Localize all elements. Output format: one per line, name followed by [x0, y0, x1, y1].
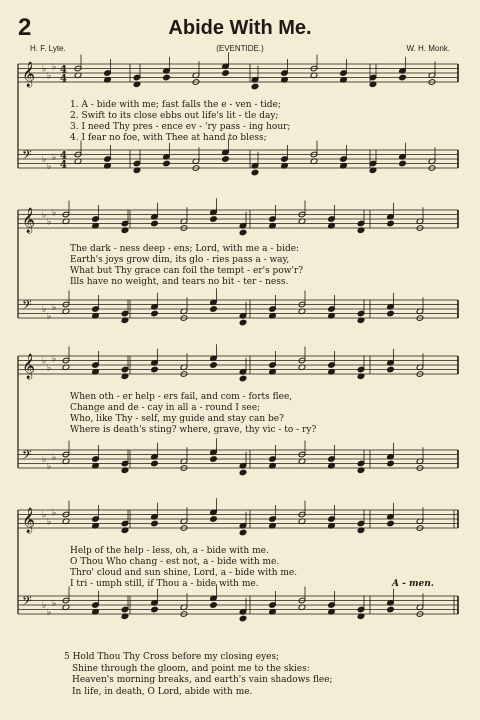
bass-clef: 𝄢 [22, 447, 32, 466]
lyric-line: Ills have no weight, and tears no bit - ter - ness. [70, 277, 289, 287]
treble-clef: 𝄞 [22, 508, 36, 534]
flat-sign: ♭ [42, 210, 47, 221]
hymn-number: 2 [18, 14, 32, 41]
flat-sign: ♭ [42, 64, 47, 75]
flat-sign: ♭ [47, 217, 52, 228]
lyric-line: When oth - er help - ers fail, and com - forts flee, [70, 392, 293, 402]
lyric-line: Earth's joys grow dim, its glo - ries pass a - way, [70, 255, 290, 265]
flat-sign: ♭ [42, 155, 47, 165]
lyric-line: Help of the help - less, oh, a - bide with me. [70, 546, 269, 556]
bass-clef: 𝄢 [22, 147, 32, 166]
flat-sign: ♭ [52, 508, 57, 519]
note-head [239, 529, 247, 536]
flat-sign: ♭ [52, 452, 57, 463]
flat-sign: ♭ [52, 302, 57, 313]
verse-5-line: In life, in death, O Lord, abide with me. [72, 686, 253, 697]
flat-sign: ♭ [52, 208, 57, 219]
flat-sign: ♭ [47, 461, 52, 472]
time-signature-digit: 4 [60, 64, 67, 76]
lyric-line: 1. A - bide with me; fast falls the e - ven - tide; [70, 100, 281, 110]
note-head [387, 606, 395, 613]
amen-label: A - men. [392, 579, 434, 589]
time-signature-digit: 4 [60, 159, 67, 171]
verse-5-line: Shine through the gloom, and point me to the skies: [72, 663, 310, 674]
lyric-line: Thro' cloud and sun shine, Lord, a - bide with me. [70, 568, 298, 578]
verse-5 [64, 652, 464, 698]
lyric-line: 4. I fear no foe, with Thee at hand to bless; [70, 133, 267, 143]
bass-clef: 𝄢 [22, 593, 32, 612]
note-head [210, 516, 218, 523]
lyric-line: 2. Swift to its close ebbs out life's lit - tle day; [70, 111, 279, 121]
hymn-title: Abide With Me. [168, 17, 312, 39]
lyric-line: O Thou Who chang - est not, a - bide with me. [70, 557, 280, 567]
lyricist-credit: H. F. Lyte. [30, 44, 66, 53]
flat-sign: ♭ [42, 510, 47, 521]
flat-sign: ♭ [42, 601, 47, 611]
flat-sign: ♭ [47, 607, 52, 618]
flat-sign: ♭ [47, 517, 52, 528]
flat-sign: ♭ [52, 354, 57, 365]
flat-sign: ♭ [47, 363, 52, 374]
lyric-line: Where is death's sting? where, grave, thy vic - to - ry? [70, 425, 317, 435]
lyric-line: I tri - umph still, if Thou a - bide with me. [70, 579, 259, 589]
note-head [151, 520, 159, 527]
note-head [239, 615, 247, 622]
flat-sign: ♭ [42, 305, 47, 315]
treble-clef: 𝄞 [22, 208, 36, 234]
verse-5-line: Heaven's morning breaks, and earth's vain shadows flee; [72, 675, 333, 685]
verse-5-line: 5 Hold Thou Thy Cross before my closing eyes; [64, 652, 280, 662]
flat-sign: ♭ [52, 62, 57, 73]
flat-sign: ♭ [52, 152, 57, 163]
time-signature-digit: 4 [60, 150, 67, 162]
treble-clef: 𝄞 [22, 354, 36, 380]
flat-sign: ♭ [47, 311, 52, 322]
time-signature-digit: 4 [60, 73, 67, 85]
bass-clef: 𝄢 [22, 297, 32, 316]
composer-credit: W. H. Monk. [406, 44, 450, 53]
flat-sign: ♭ [47, 71, 52, 82]
note-head [387, 520, 395, 527]
flat-sign: ♭ [52, 598, 57, 609]
lyric-line: Change and de - cay in all a - round I see; [70, 403, 261, 413]
note-head [151, 606, 159, 613]
lyric-line: The dark - ness deep - ens; Lord, with me a - bide: [70, 244, 300, 254]
lyric-line: 3. I need Thy pres - ence ev - 'ry pass - ing hour; [70, 122, 291, 132]
tune-name: (EVENTIDE.) [216, 44, 264, 53]
lyric-line: Who, like Thy - self, my guide and stay can be? [70, 414, 284, 424]
treble-clef: 𝄞 [22, 62, 36, 88]
flat-sign: ♭ [42, 356, 47, 367]
note-head [210, 602, 218, 609]
flat-sign: ♭ [42, 455, 47, 465]
flat-sign: ♭ [47, 161, 52, 172]
lyric-line: What but Thy grace can foil the tempt - er's pow'r? [70, 266, 304, 276]
